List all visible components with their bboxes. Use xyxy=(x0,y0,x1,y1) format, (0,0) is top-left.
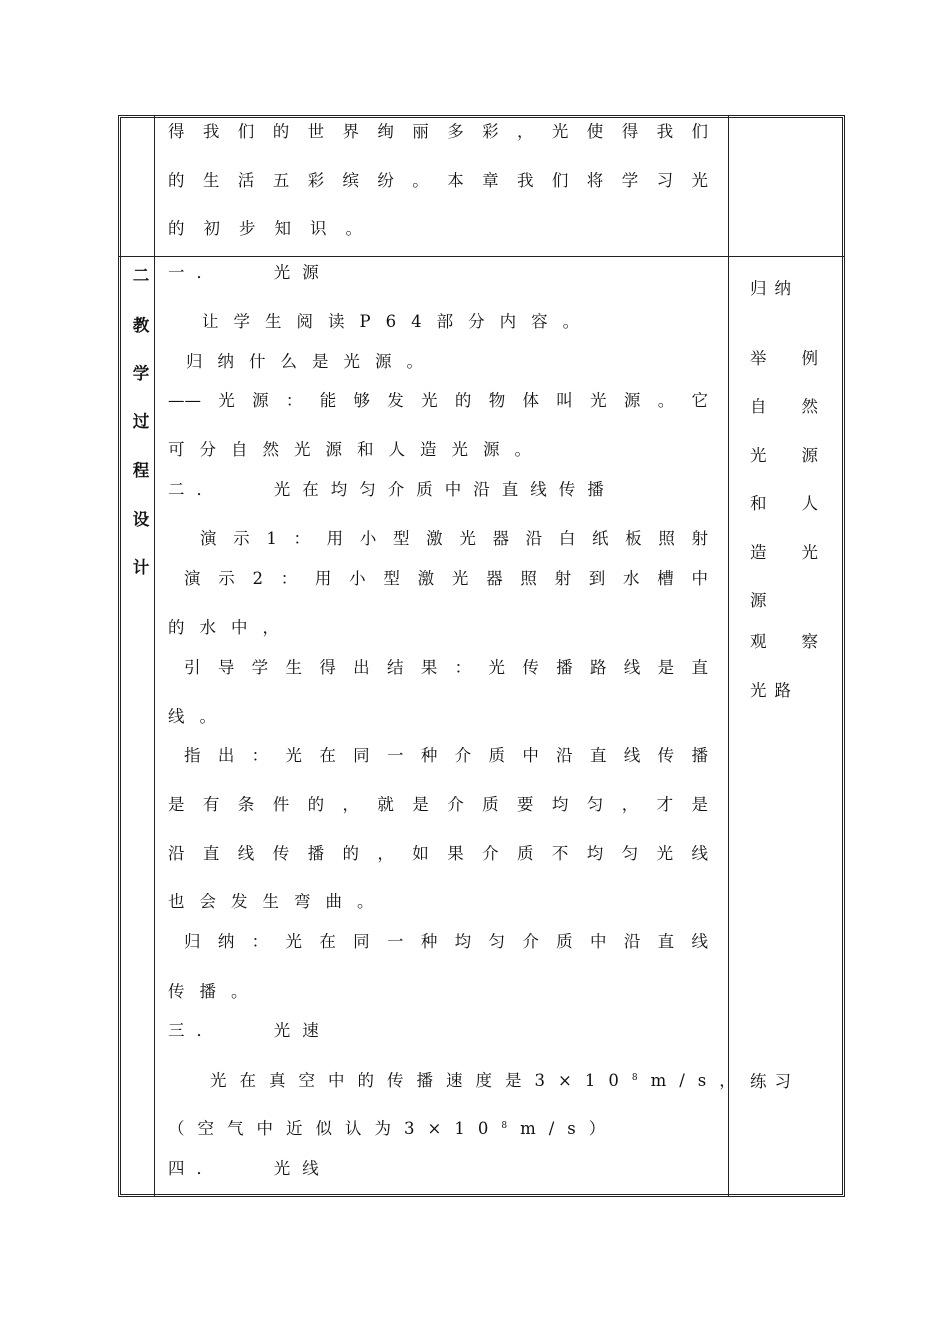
para-air-speed xyxy=(168,1118,618,1140)
note-light-path: 光路 xyxy=(750,681,799,700)
intro-line-1: 得我们的世界绚丽多彩，光使得我们 xyxy=(168,122,708,141)
air-speed-unit: m/s） xyxy=(520,1119,619,1138)
column-divider-right xyxy=(728,115,729,1197)
light-speed-text: 光在真空中的传播速度是3×10 xyxy=(210,1071,632,1090)
heading-straight-line: 二． 光在均匀介质中沿直线传播 xyxy=(168,480,616,499)
para-summary-a: 归纳：光在同一种均匀介质中沿直线 xyxy=(184,932,708,951)
air-speed-text: （空气中近似认为3×10 xyxy=(168,1119,502,1138)
note-observe: 观 察 xyxy=(750,632,818,651)
para-definition-2: 可分自然光源和人造光源。 xyxy=(168,440,546,459)
note-natural: 自 然 xyxy=(750,397,818,416)
para-point-out-b: 是有条件的，就是介质要均匀，才是 xyxy=(168,795,708,814)
para-conclusion-a: 引导学生得出结果：光传播路线是直 xyxy=(184,658,708,677)
note-example: 举 例 xyxy=(750,349,818,368)
intro-line-3: 的初步知识。 xyxy=(168,219,381,238)
section-title-char: 计 xyxy=(132,558,150,577)
heading-light-ray: 四． 光线 xyxy=(168,1159,331,1178)
para-definition-1: ——光源：能够发光的物体叫光源。它 xyxy=(168,391,708,410)
para-summarize-light-source: 归纳什么是光源。 xyxy=(186,352,438,371)
para-light-speed xyxy=(210,1070,749,1092)
light-speed-unit: m/s， xyxy=(650,1071,749,1090)
section-title-char: 设 xyxy=(132,510,150,529)
para-point-out-d: 也会发生弯曲。 xyxy=(168,892,389,911)
para-demo-2a: 演示2：用小型激光器照射到水槽中 xyxy=(184,569,708,588)
para-point-out-a: 指出：光在同一种介质中沿直线传播 xyxy=(184,746,708,765)
section-title-char: 教 xyxy=(132,316,150,335)
note-source: 源 xyxy=(750,591,767,610)
note-light-source: 光 源 xyxy=(750,446,818,465)
para-summary-b: 传播。 xyxy=(168,982,263,1001)
section-title-char: 二 xyxy=(132,266,150,285)
para-read-p64: 让学生阅读P64部分内容。 xyxy=(202,312,595,331)
para-demo-1: 演示1：用小型激光器沿白纸板照射 xyxy=(200,529,708,548)
para-demo-2b: 的水中， xyxy=(168,618,294,637)
note-and-artificial: 和 人 xyxy=(750,494,818,513)
light-speed-exponent: 8 xyxy=(631,1073,651,1083)
para-point-out-c: 沿直线传播的，如果介质不均匀光线 xyxy=(168,844,708,863)
column-divider-left xyxy=(154,115,155,1197)
note-summarize: 归纳 xyxy=(750,279,799,298)
section-title-char: 程 xyxy=(132,461,150,480)
para-conclusion-b: 线。 xyxy=(168,707,231,726)
heading-light-speed: 三． 光速 xyxy=(168,1021,331,1040)
section-title-char: 过 xyxy=(132,412,150,431)
air-speed-exponent: 8 xyxy=(501,1121,521,1131)
section-title-char: 学 xyxy=(132,364,150,383)
intro-line-2: 的生活五彩缤纷。本章我们将学习光 xyxy=(168,171,708,190)
note-exercise: 练习 xyxy=(750,1072,799,1091)
note-made-light: 造 光 xyxy=(750,543,818,562)
heading-light-source: 一． 光源 xyxy=(168,263,331,282)
row-divider xyxy=(118,256,845,257)
